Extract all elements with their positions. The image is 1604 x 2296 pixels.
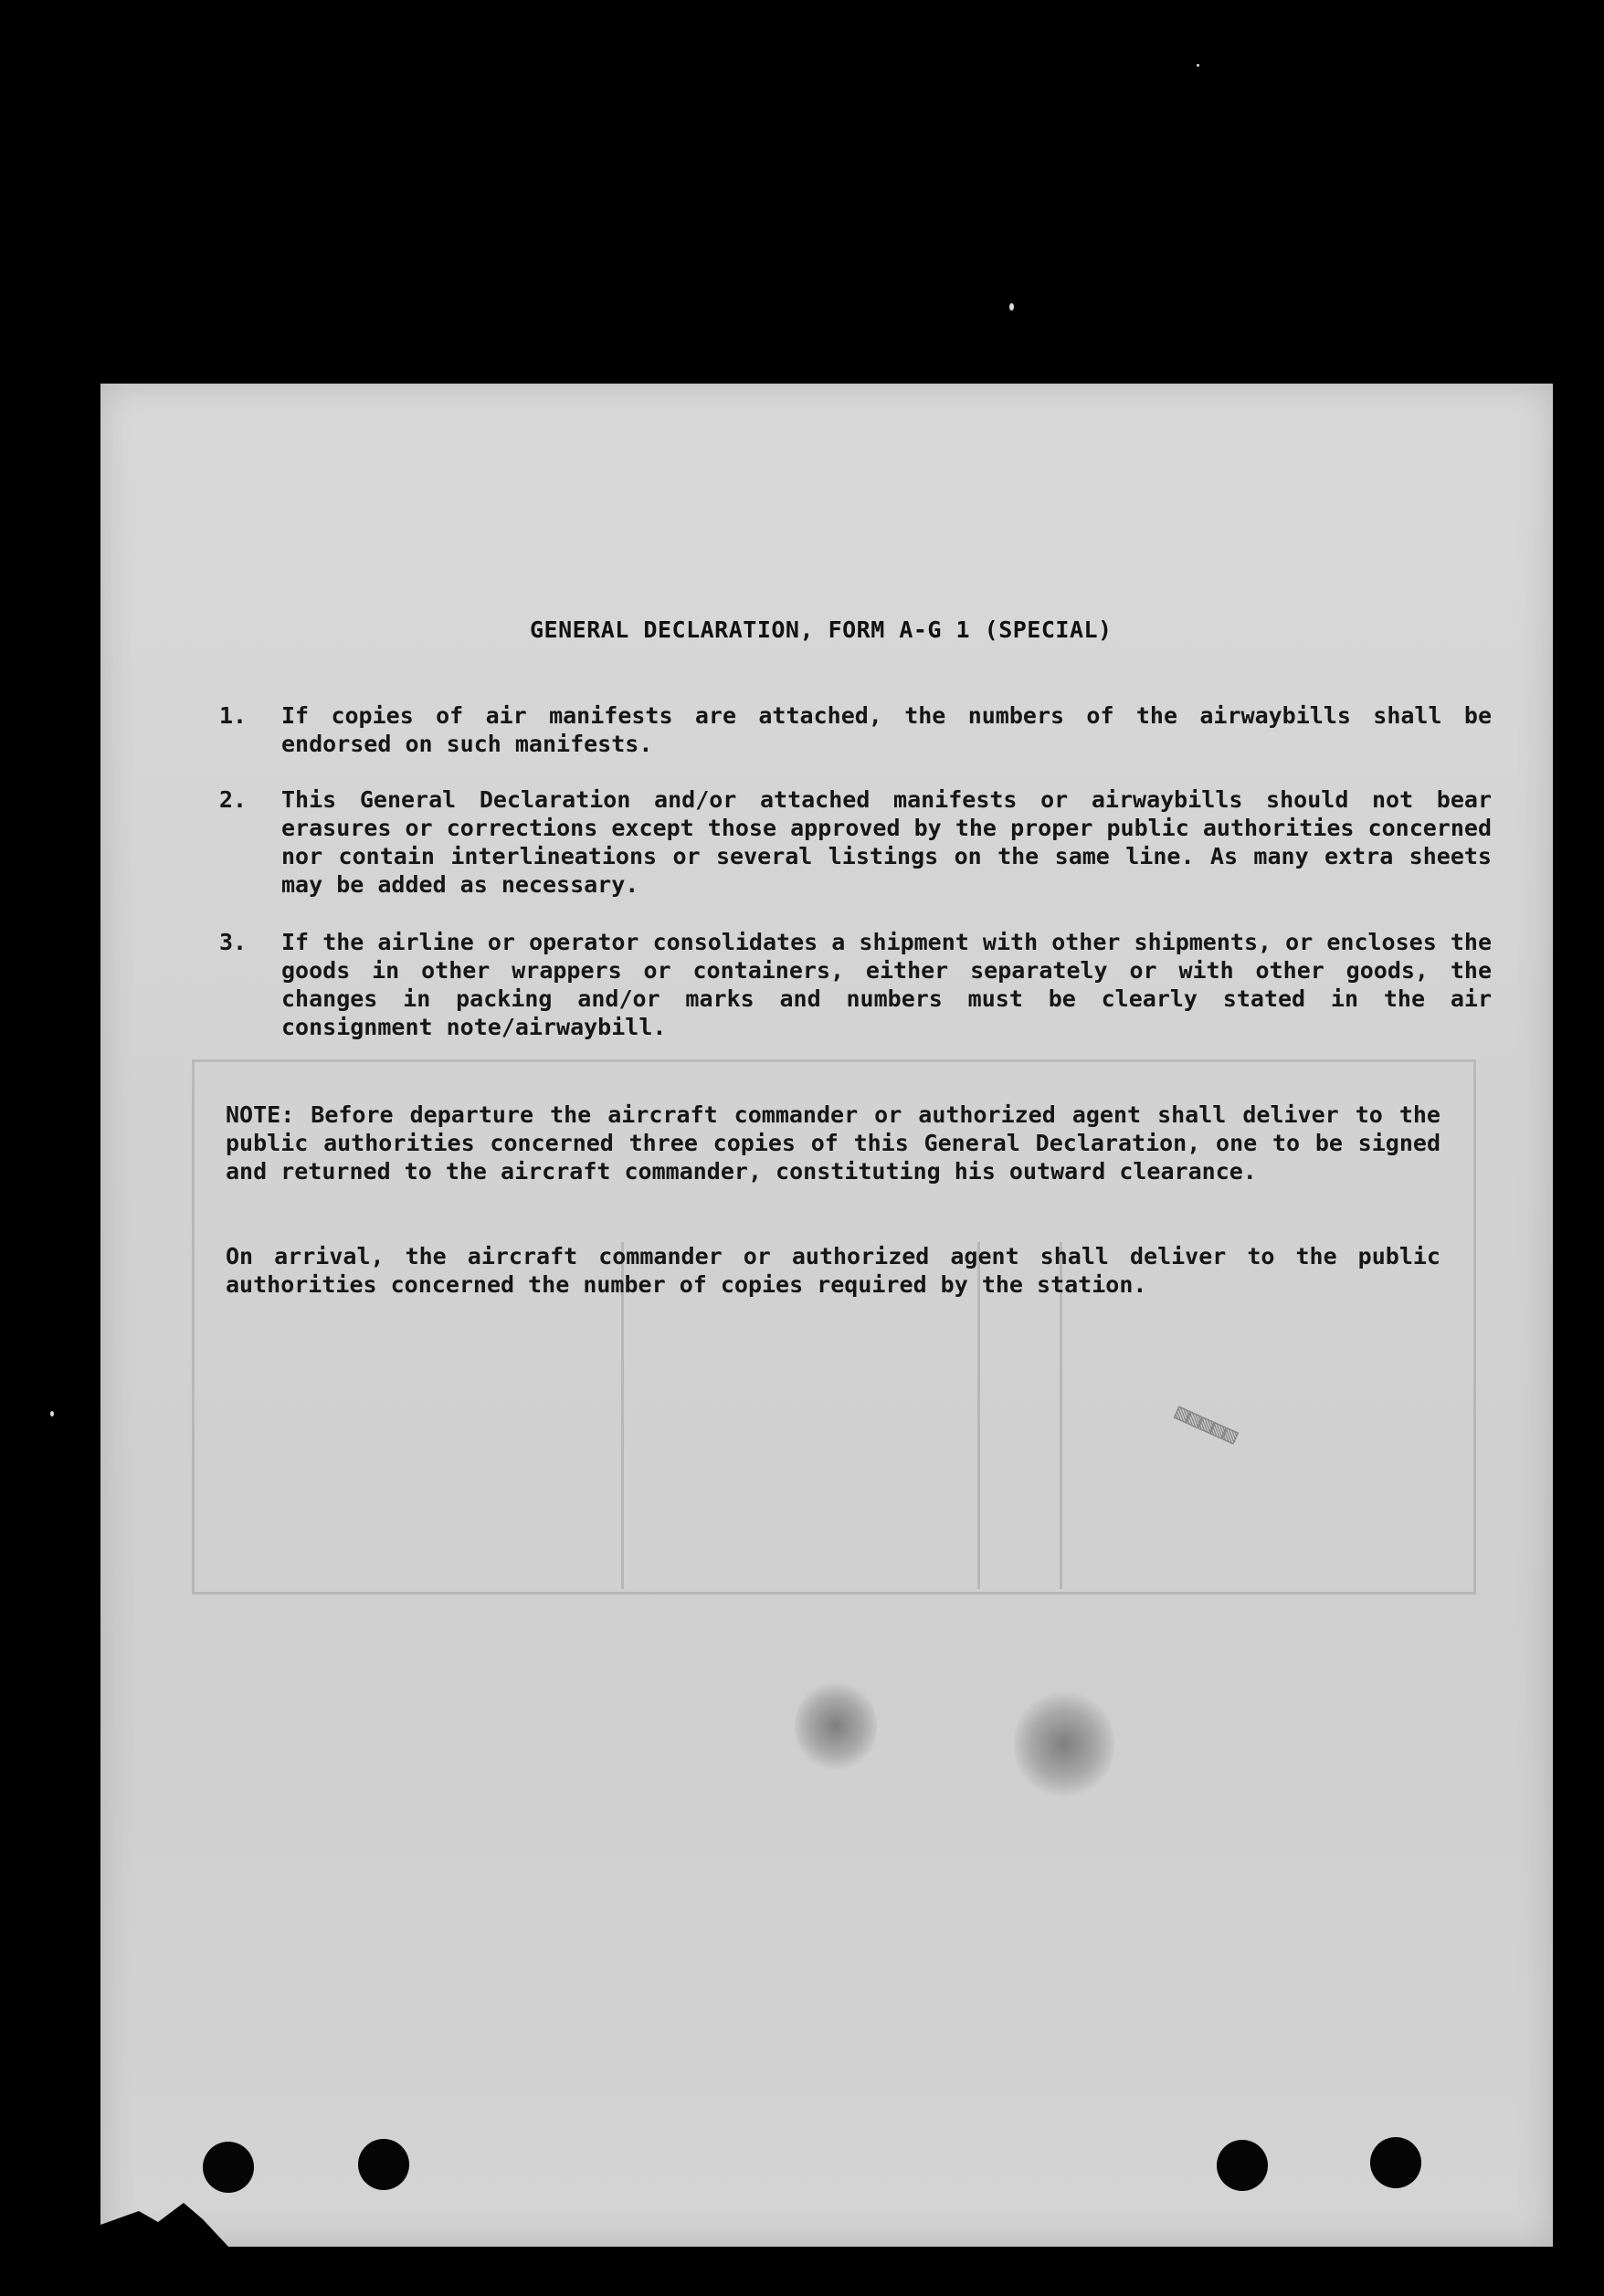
note-paragraph: On arrival, the aircraft commander or authorized agent shall deliver to the public authorities concerned the number of copies required by the station. [226,1243,1440,1298]
page-title: GENERAL DECLARATION, FORM A-G 1 (SPECIAL) [530,616,1113,643]
dust-speck [50,1411,54,1417]
punch-hole [203,2142,254,2193]
list-item [219,701,1553,758]
dust-speck [1197,64,1199,67]
ink-smudge [1014,1690,1114,1799]
item-text: If the airline or operator consolidates a shipment with other shipments, or encloses the goods in other wrappers or containers, either separately or with other goods, the changes in packing and/or marks and numbers must be clearly stated in the air consignment note/airwaybill. [281,929,1492,1040]
list-item [219,785,1553,899]
punch-hole [1217,2140,1268,2191]
stamp-mark: ▨▨▨▨▨ [1171,1398,1242,1449]
item-text: If copies of air manifests are attached, the numbers of the airwaybills shall be endorsed on such manifests. [281,702,1492,757]
item-number: 3. [219,929,248,955]
item-number: 1. [219,702,248,729]
punch-hole [358,2139,409,2190]
note-paragraph: NOTE: Before departure the aircraft commander or authorized agent shall deliver to the public authorities concerned three copies of this General Declaration, one to be signed and returned to the aircraft commander, constituting his outward clearance. [226,1101,1440,1185]
torn-corner [100,2192,228,2247]
ink-smudge [795,1680,877,1772]
dust-speck [1009,303,1014,311]
item-number: 2. [219,786,248,813]
list-item [219,928,1553,1041]
item-text: This General Declaration and/or attached manifests or airwaybills should not bear erasures or corrections except those approved by the proper public authorities concerned nor contain interlineations or several listings on the same line. As many extra sheets may be added as necessary. [281,786,1492,898]
punch-hole [1370,2137,1421,2188]
document-page [100,384,1553,2247]
